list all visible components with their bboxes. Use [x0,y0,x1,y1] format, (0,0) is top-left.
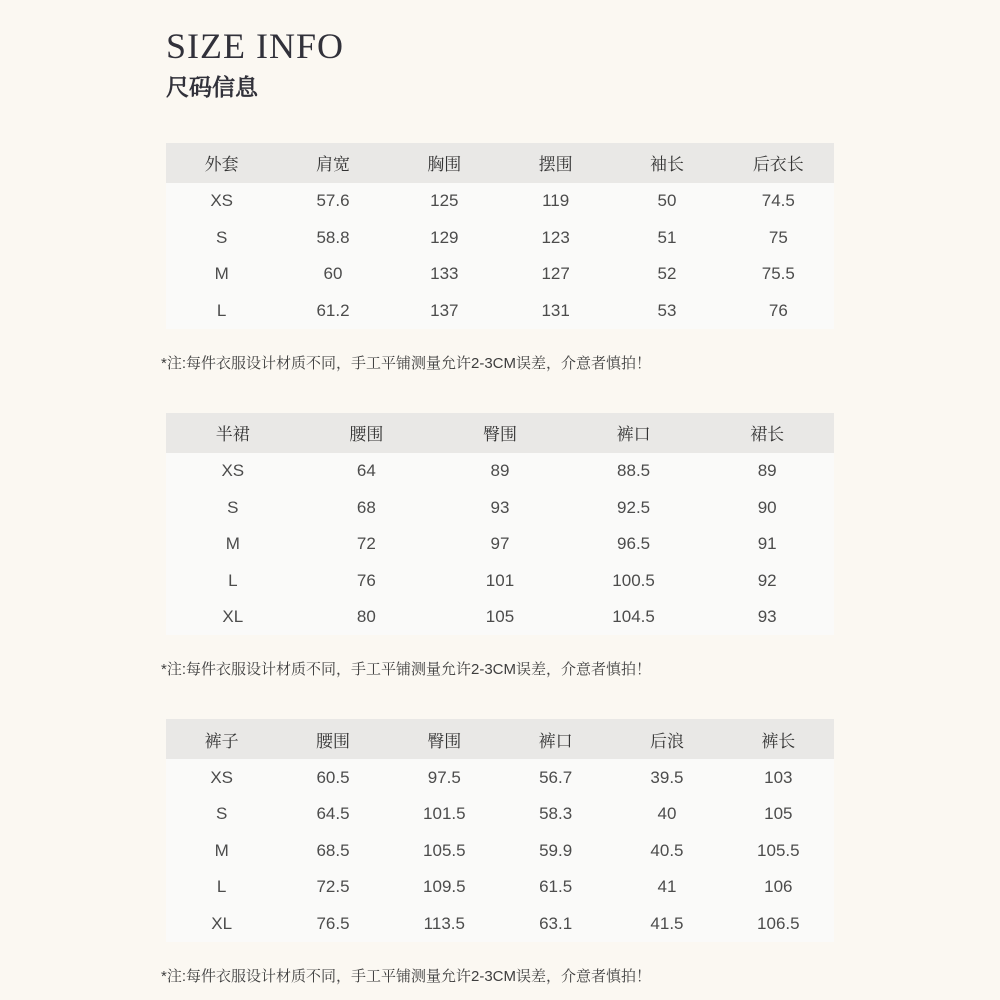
measurement-value: 72.5 [316,877,350,897]
measurement-column-header: 裤口 [500,719,611,759]
measurement-value: 93 [757,607,777,627]
measurement-value: 106.5 [757,913,800,933]
measurement-value: 72 [356,534,376,554]
measurement-column-header: 臀围 [433,413,567,453]
measurement-value: 97 [490,534,510,554]
size-label: M [214,840,229,860]
measurement-value: 63.1 [539,913,573,933]
size-label: XL [222,607,244,627]
garment-type-header: 外套 [166,143,277,183]
measurement-column-header: 裤口 [567,413,701,453]
measurement-value: 76 [356,570,376,590]
measurement-value: 76 [768,300,788,320]
table-row [166,759,834,796]
measurement-value: 58.8 [316,227,350,247]
measurement-note: *注:每件衣服设计材质不同，手工平铺测量允许2-3CM误差，介意者慎拍！ [161,661,652,679]
measurement-value: 97.5 [427,767,461,787]
table-row [166,905,834,942]
table-row [166,796,834,833]
measurement-value: 60.5 [316,767,350,787]
size-label: S [215,227,228,247]
garment-type-header: 裤子 [166,719,277,759]
measurement-column-header: 胸围 [389,143,500,183]
measurement-value: 105 [764,804,793,824]
measurement-value: 104.5 [612,607,655,627]
measurement-value: 105.5 [757,840,800,860]
measurement-value: 53 [657,300,677,320]
size-label: S [215,804,228,824]
measurement-value: 129 [430,227,459,247]
skirt-size-section [161,413,834,680]
jacket-size-section [161,143,834,373]
size-label: XS [221,461,245,481]
measurement-value: 41 [657,877,677,897]
measurement-value: 40.5 [650,840,684,860]
table-row [166,453,834,490]
header-row [166,719,834,759]
size-label: XS [210,767,233,787]
pants-size-table [166,719,834,942]
measurement-column-header: 臀围 [389,719,500,759]
measurement-value: 133 [430,264,459,284]
table-row [166,489,834,526]
measurement-value: 91 [757,534,777,554]
measurement-value: 90 [757,497,777,517]
measurement-value: 89 [490,461,510,481]
measurement-value: 100.5 [612,570,655,590]
size-label: M [225,534,240,554]
measurement-value: 109.5 [423,877,466,897]
measurement-value: 50 [657,191,677,211]
measurement-value: 119 [542,191,570,211]
measurement-value: 51 [657,227,677,247]
table-row [166,832,834,869]
page-title-chinese: 尺码信息 [166,73,258,100]
measurement-value: 74.5 [761,191,795,211]
measurement-value: 125 [430,191,459,211]
measurement-column-header: 肩宽 [277,143,388,183]
measurement-value: 137 [430,300,459,320]
page-title-english: SIZE INFO [166,26,344,66]
measurement-value: 131 [541,300,570,320]
measurement-value: 64 [356,461,376,481]
header-row [166,143,834,183]
measurement-column-header: 后浪 [611,719,722,759]
measurement-column-header: 腰围 [300,413,434,453]
table-row [166,599,834,636]
table-row [166,219,834,256]
measurement-value: 68.5 [316,840,350,860]
measurement-note: *注:每件衣服设计材质不同，手工平铺测量允许2-3CM误差，介意者慎拍！ [161,967,652,985]
table-row [166,562,834,599]
size-label: M [214,264,229,284]
measurement-value: 61.2 [316,300,350,320]
jacket-size-table [166,143,834,329]
measurement-value: 105 [485,607,515,627]
measurement-value: 92 [757,570,777,590]
size-label: S [227,497,239,517]
table-row [166,526,834,563]
measurement-column-header: 袖长 [611,143,722,183]
measurement-value: 105.5 [423,840,466,860]
table-row [166,183,834,220]
measurement-value: 76.5 [316,913,350,933]
measurement-value: 57.6 [316,191,350,211]
table-row [166,256,834,293]
measurement-value: 58.3 [539,804,573,824]
measurement-note: *注:每件衣服设计材质不同，手工平铺测量允许2-3CM误差，介意者慎拍！ [161,354,652,372]
measurement-value: 52 [657,264,677,284]
skirt-size-table [166,413,834,636]
measurement-value: 88.5 [617,461,651,481]
measurement-value: 101 [485,570,515,590]
measurement-value: 113.5 [423,913,465,933]
measurement-value: 96.5 [617,534,651,554]
size-label: XL [211,913,233,933]
measurement-column-header: 后衣长 [723,143,834,183]
header-row [166,413,834,453]
measurement-value: 127 [541,264,570,284]
measurement-value: 64.5 [316,804,350,824]
measurement-value: 103 [764,767,793,787]
garment-type-header: 半裙 [166,413,300,453]
measurement-value: 75 [768,227,788,247]
measurement-column-header: 裙长 [700,413,834,453]
measurement-value: 56.7 [539,767,573,787]
pants-size-section [161,719,834,986]
table-row [166,292,834,329]
measurement-value: 75.5 [761,264,795,284]
measurement-value: 92.5 [617,497,651,517]
measurement-value: 101.5 [423,804,466,824]
measurement-value: 40 [657,804,677,824]
measurement-value: 59.9 [539,840,573,860]
measurement-value: 80 [356,607,376,627]
measurement-column-header: 裤长 [723,719,834,759]
measurement-value: 106 [764,877,793,897]
measurement-value: 93 [490,497,510,517]
size-label: L [216,300,227,320]
measurement-value: 61.5 [539,877,573,897]
measurement-value: 60 [323,264,343,284]
measurement-value: 68 [356,497,376,517]
measurement-value: 123 [541,227,570,247]
measurement-value: 89 [757,461,777,481]
measurement-value: 41.5 [650,913,684,933]
size-label: L [216,877,227,897]
page-header [166,27,834,100]
size-label: L [228,570,238,590]
table-row [166,869,834,906]
measurement-column-header: 摆围 [500,143,611,183]
measurement-column-header: 腰围 [277,719,388,759]
size-label: XS [210,191,233,211]
measurement-value: 39.5 [650,767,684,787]
